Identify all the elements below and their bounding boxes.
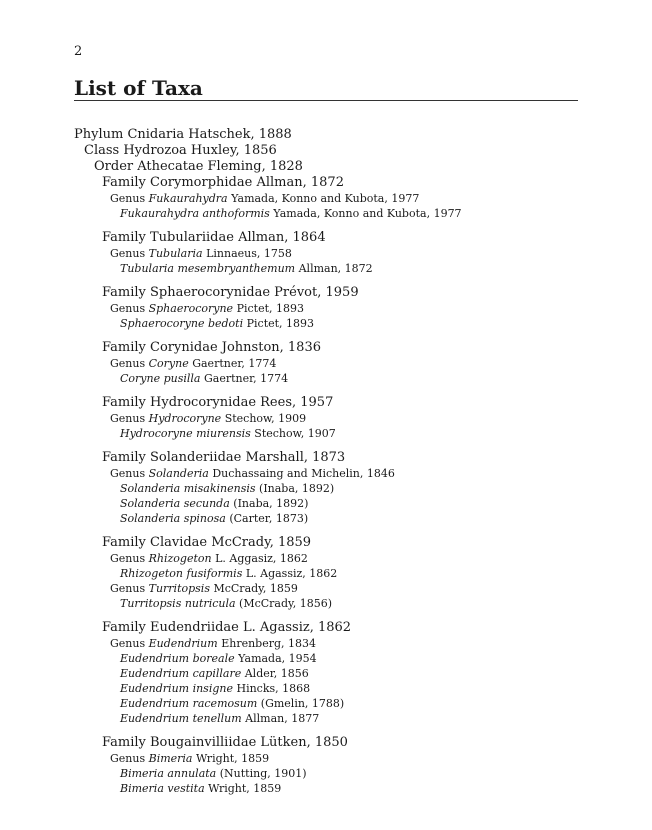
species-authority: L. Agassiz, 1862 <box>242 567 338 580</box>
family-entry: Family Solanderiidae Marshall, 1873 <box>102 450 346 465</box>
species-entry <box>74 781 578 796</box>
genus-prefix: Genus <box>110 637 149 650</box>
species-name: Bimeria vestita <box>120 782 205 795</box>
species-name: Eudendrium racemosum <box>120 697 258 710</box>
genus-prefix: Genus <box>110 247 149 260</box>
genus-entry <box>74 751 578 766</box>
genus-name: Turritopsis <box>148 582 210 595</box>
order-entry: Order Athecatae Fleming, 1828 <box>94 159 303 174</box>
genus-entry <box>74 466 578 481</box>
species-authority: (Nutting, 1901) <box>216 767 307 780</box>
genus-authority: Duchassaing and Michelin, 1846 <box>208 467 395 480</box>
species-authority: (Carter, 1873) <box>225 512 309 525</box>
family-entry: Family Hydrocorynidae Rees, 1957 <box>102 395 334 410</box>
genus-entry <box>74 581 578 596</box>
genus-prefix: Genus <box>110 412 149 425</box>
species-name: Fukaurahydra anthoformis <box>120 207 270 220</box>
species-authority: Yamada, 1954 <box>234 652 317 665</box>
species-authority: Allman, 1872 <box>295 262 373 275</box>
genus-prefix: Genus <box>110 467 149 480</box>
species-authority: (Inaba, 1892) <box>229 497 309 510</box>
species-authority: (Gmelin, 1788) <box>257 697 345 710</box>
family-entry: Family Corynidae Johnston, 1836 <box>102 340 321 355</box>
species-authority: Stechow, 1907 <box>250 427 336 440</box>
species-entry <box>74 696 578 711</box>
page-number: 2 <box>74 44 83 59</box>
genus-authority: Yamada, Konno and Kubota, 1977 <box>227 192 420 205</box>
family-entry: Family Corymorphidae Allman, 1872 <box>102 175 344 190</box>
taxa-list <box>74 127 578 796</box>
species-name: Turritopsis nutricula <box>120 597 236 610</box>
genus-name: Eudendrium <box>148 637 218 650</box>
species-name: Coryne pusilla <box>120 372 201 385</box>
genus-authority: Ehrenberg, 1834 <box>217 637 317 650</box>
phylum-entry: Phylum Cnidaria Hatschek, 1888 <box>74 127 292 142</box>
genus-entry <box>74 356 578 371</box>
family-list <box>74 175 578 796</box>
family-entry: Family Clavidae McCrady, 1859 <box>102 535 312 550</box>
genus-name: Hydrocoryne <box>148 412 222 425</box>
genus-name: Solanderia <box>148 467 209 480</box>
species-entry <box>74 496 578 511</box>
species-authority: Yamada, Konno and Kubota, 1977 <box>269 207 462 220</box>
species-name: Solanderia misakinensis <box>120 482 256 495</box>
species-name: Bimeria annulata <box>120 767 217 780</box>
genus-entry <box>74 411 578 426</box>
species-authority: (Inaba, 1892) <box>255 482 335 495</box>
genus-entry <box>74 551 578 566</box>
species-entry <box>74 261 578 276</box>
genus-name: Sphaerocoryne <box>148 302 234 315</box>
species-name: Hydrocoryne miurensis <box>120 427 251 440</box>
species-entry <box>74 681 578 696</box>
species-authority: Pictet, 1893 <box>243 317 315 330</box>
species-name: Tubularia mesembryanthemum <box>120 262 296 275</box>
species-entry <box>74 426 578 441</box>
genus-name: Tubularia <box>148 247 203 260</box>
genus-authority: Wright, 1859 <box>192 752 270 765</box>
genus-name: Coryne <box>148 357 189 370</box>
species-name: Rhizogeton fusiformis <box>120 567 243 580</box>
species-entry <box>74 711 578 726</box>
species-name: Eudendrium insigne <box>120 682 233 695</box>
genus-authority: Stechow, 1909 <box>221 412 307 425</box>
page-title: List of Taxa <box>74 76 203 100</box>
genus-entry <box>74 301 578 316</box>
species-name: Solanderia spinosa <box>120 512 226 525</box>
genus-name: Rhizogeton <box>148 552 212 565</box>
genus-prefix: Genus <box>110 552 149 565</box>
title-rule <box>74 100 578 101</box>
genus-name: Bimeria <box>148 752 193 765</box>
species-authority: Wright, 1859 <box>204 782 282 795</box>
genus-entry <box>74 246 578 261</box>
genus-prefix: Genus <box>110 752 149 765</box>
species-authority: Alder, 1856 <box>241 667 309 680</box>
family-entry: Family Bougainvilliidae Lütken, 1850 <box>102 735 348 750</box>
family-entry: Family Tubulariidae Allman, 1864 <box>102 230 326 245</box>
species-entry <box>74 206 578 221</box>
class-entry: Class Hydrozoa Huxley, 1856 <box>84 143 277 158</box>
genus-authority: Linnaeus, 1758 <box>202 247 292 260</box>
species-entry <box>74 511 578 526</box>
species-entry <box>74 566 578 581</box>
species-entry <box>74 596 578 611</box>
family-entry: Family Eudendriidae L. Agassiz, 1862 <box>102 620 352 635</box>
genus-prefix: Genus <box>110 192 149 205</box>
species-entry <box>74 481 578 496</box>
species-name: Sphaerocoryne bedoti <box>120 317 244 330</box>
species-name: Eudendrium boreale <box>120 652 235 665</box>
species-entry <box>74 766 578 781</box>
species-entry <box>74 371 578 386</box>
genus-entry <box>74 191 578 206</box>
species-entry <box>74 666 578 681</box>
genus-entry <box>74 636 578 651</box>
genus-prefix: Genus <box>110 582 149 595</box>
genus-prefix: Genus <box>110 302 149 315</box>
genus-name: Fukaurahydra <box>148 192 228 205</box>
species-name: Eudendrium tenellum <box>120 712 242 725</box>
genus-prefix: Genus <box>110 357 149 370</box>
genus-authority: Gaertner, 1774 <box>188 357 277 370</box>
genus-authority: McCrady, 1859 <box>209 582 298 595</box>
species-name: Solanderia secunda <box>120 497 230 510</box>
species-entry <box>74 651 578 666</box>
species-authority: Gaertner, 1774 <box>200 372 289 385</box>
species-authority: Hincks, 1868 <box>232 682 311 695</box>
species-name: Eudendrium capillare <box>120 667 242 680</box>
species-authority: Allman, 1877 <box>241 712 320 725</box>
genus-authority: Pictet, 1893 <box>233 302 304 315</box>
species-entry <box>74 316 578 331</box>
family-entry: Family Sphaerocorynidae Prévot, 1959 <box>102 285 359 300</box>
genus-authority: L. Aggasiz, 1862 <box>211 552 308 565</box>
species-authority: (McCrady, 1856) <box>235 597 333 610</box>
